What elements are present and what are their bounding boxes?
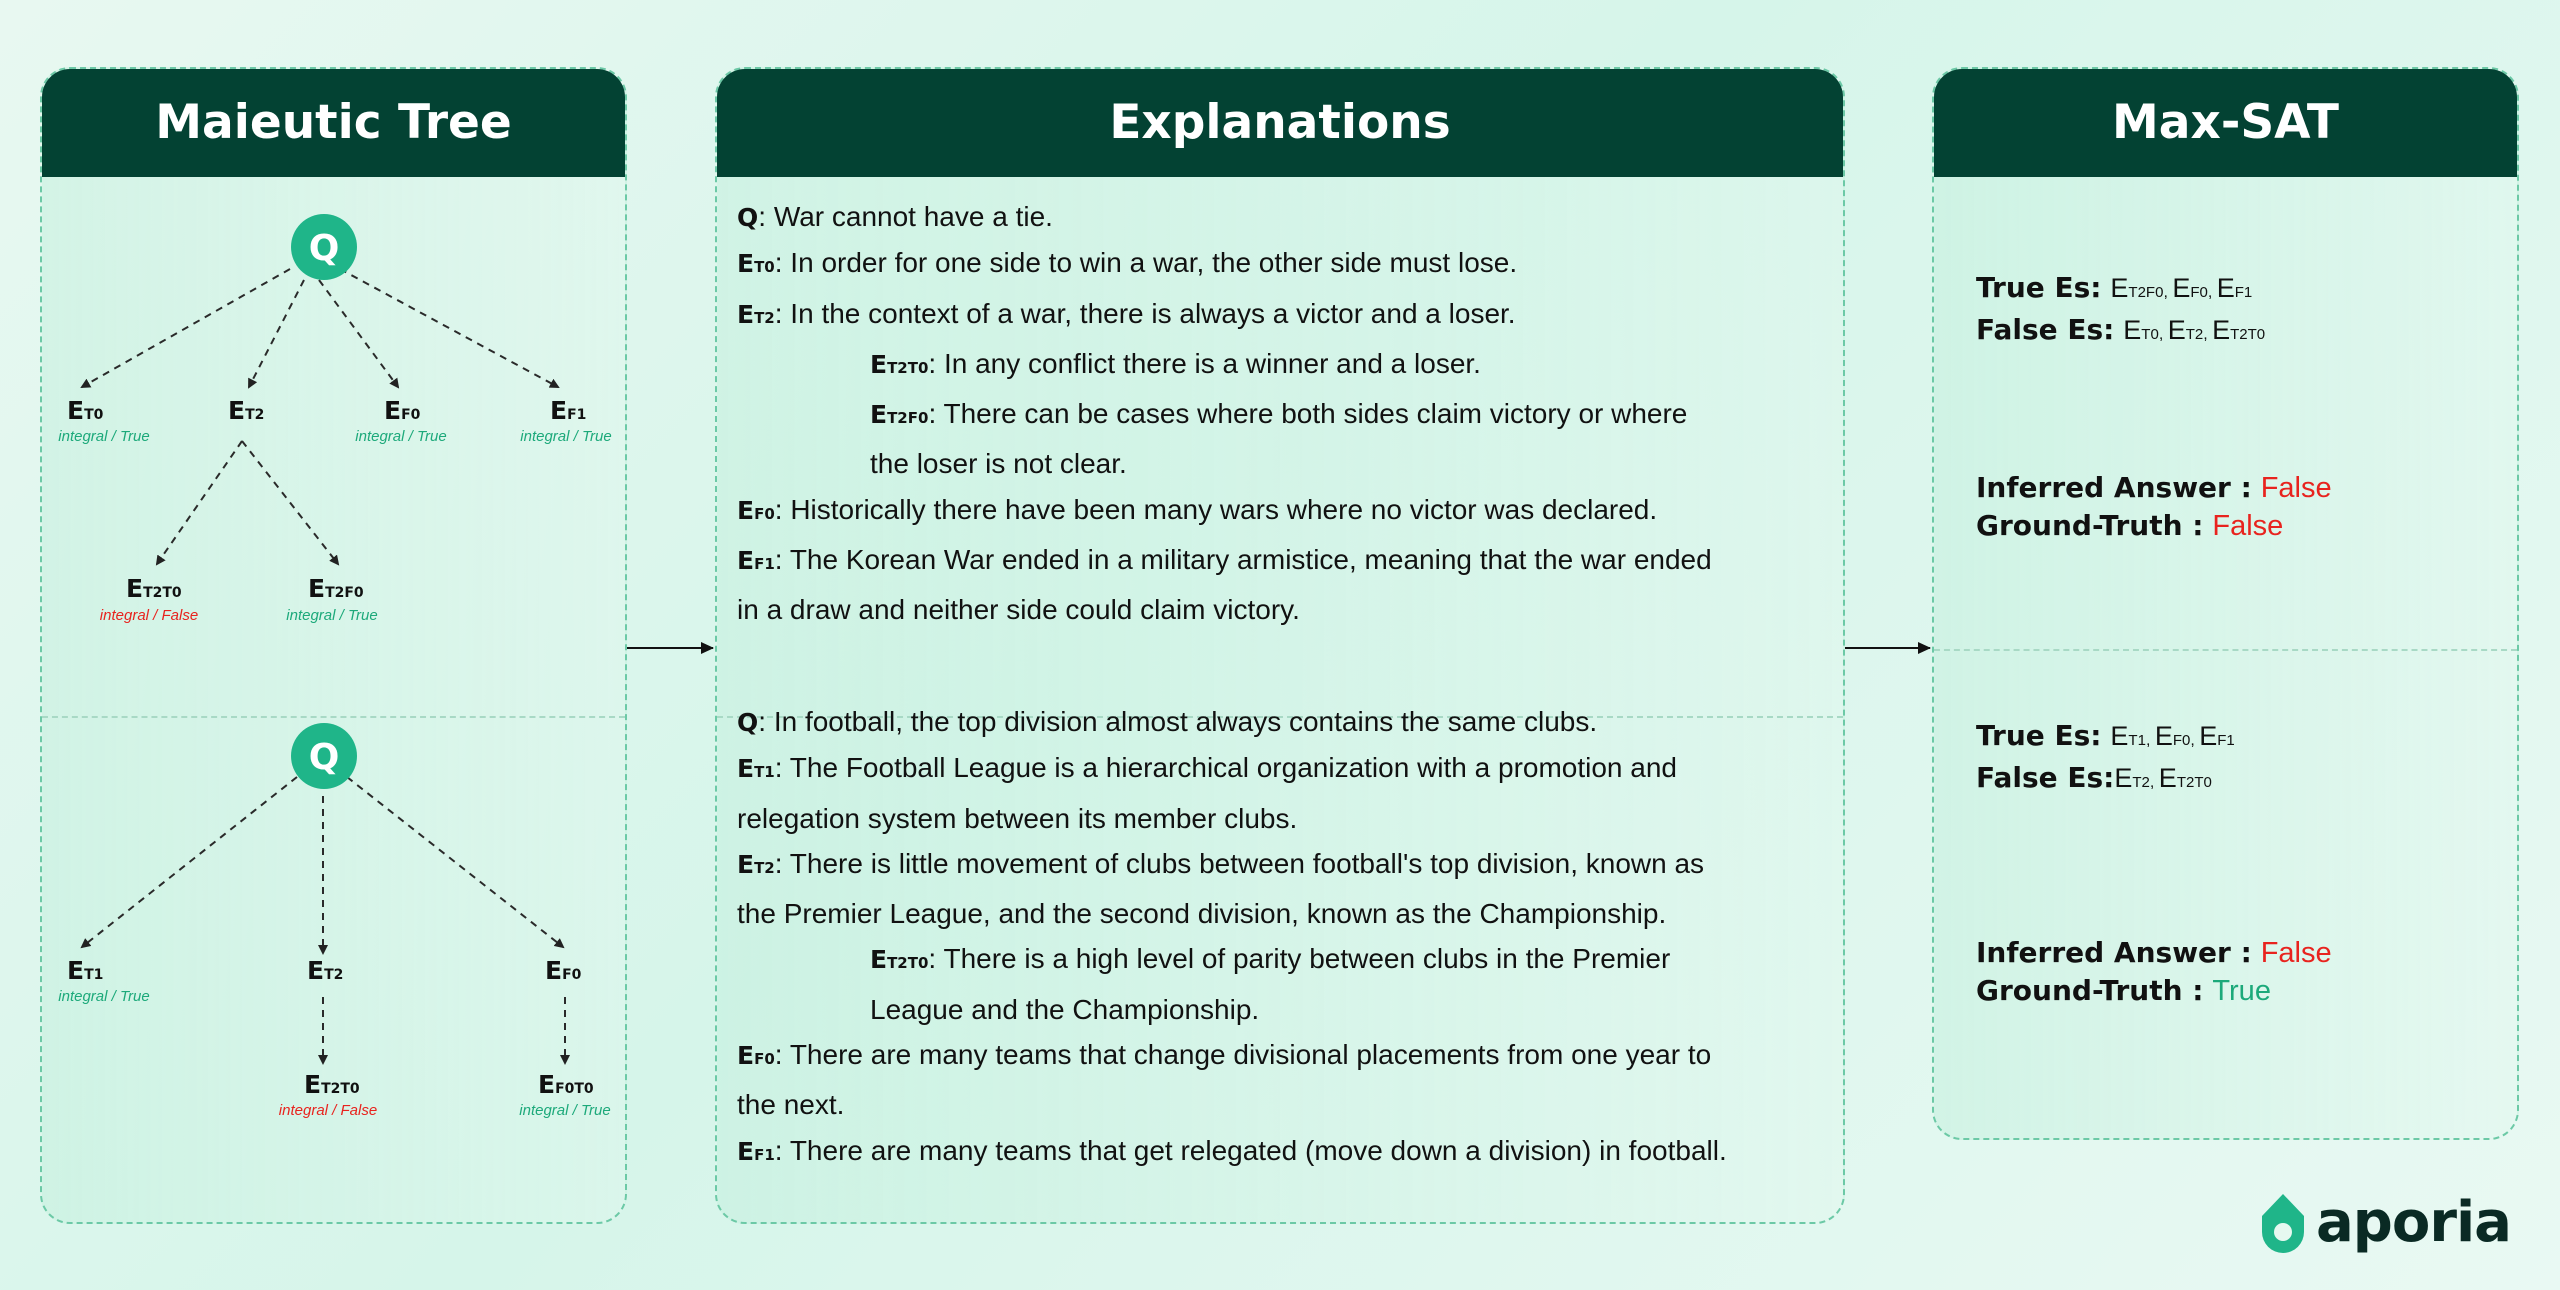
explanation-text: relegation system between its member clubs. (737, 802, 1298, 834)
maxsat-bottom-answer (1976, 934, 2332, 1010)
explanation-line (737, 1032, 1727, 1082)
true-es-label: True Es: (1976, 719, 2102, 752)
es-item: ET1 (2110, 721, 2146, 751)
maieutic-tree-title: Maieutic Tree (40, 67, 627, 177)
status-et2f0: integral / True (286, 607, 378, 624)
es-item: EF1 (2216, 273, 2253, 303)
ground-truth-value: True (2212, 975, 2271, 1007)
explanation-text: : In order for one side to win a war, the other side must lose. (774, 247, 1518, 279)
q-label: Q (308, 737, 340, 778)
explanation-text: : There can be cases where both sides claim victory or where (928, 398, 1688, 430)
false-es-label: False Es: (1976, 761, 2115, 794)
explanation-line (737, 1128, 1727, 1178)
explanation-text: in a draw and neither side could claim victory. (737, 594, 1300, 626)
status-ef0t0: integral / True (519, 1102, 611, 1119)
explanation-text: : There are many teams that get relegated (move down a division) in football. (774, 1134, 1727, 1166)
explanation-tag: ET2T0 (870, 945, 929, 975)
explanation-text: : There are many teams that change divisional placements from one year to (774, 1039, 1712, 1071)
inferred-answer-label: Inferred Answer : (1976, 936, 2252, 969)
explanations-panel (715, 67, 1845, 1224)
explanations-top-group (737, 194, 1712, 633)
node-et0: ET0 (67, 396, 104, 425)
explanation-text: : There is a high level of parity between clubs in the Premier (928, 943, 1671, 975)
maxsat-top-es (1976, 269, 2265, 353)
explanation-line (737, 1082, 1727, 1127)
explanation-text: : Historically there have been many wars where no victor was declared. (774, 493, 1658, 525)
explanation-line (737, 987, 1727, 1032)
es-item: ET0 (2123, 315, 2159, 345)
explanation-tag: ET0 (737, 249, 775, 279)
explanation-tag: ET2 (737, 299, 775, 329)
true-es-list: ET2F0, EF0, EF1 (2110, 273, 2253, 303)
es-item: ET2T0 (2158, 763, 2212, 793)
explanation-text: : In football, the top division almost always contains the same clubs. (758, 706, 1598, 737)
explanations-title: Explanations (715, 67, 1845, 177)
node-ef0: EF0 (384, 396, 421, 425)
explanation-line (737, 936, 1727, 986)
explanation-text: : The Korean War ended in a military armistice, meaning that the war ended (774, 544, 1712, 576)
explanation-line (737, 240, 1712, 290)
explanation-text: League and the Championship. (870, 993, 1260, 1025)
aporia-logo (2258, 1190, 2511, 1255)
explanation-tag: Q (737, 708, 759, 737)
status-et0: integral / True (58, 428, 150, 445)
explanation-tag: EF0 (737, 1041, 775, 1071)
explanation-line (737, 291, 1712, 341)
explanation-tag: EF0 (737, 495, 775, 525)
explanation-line (737, 194, 1712, 240)
status-et2t0: integral / False (99, 607, 199, 624)
explanation-line (737, 341, 1712, 391)
aporia-logo-icon (2258, 1192, 2308, 1254)
status-ef1: integral / True (520, 428, 612, 445)
explanation-tag: EF1 (737, 546, 775, 576)
node-ef0: EF0 (545, 956, 582, 985)
explanation-text: : There is little movement of clubs between football's top division, known as (774, 847, 1705, 879)
explanation-line (737, 537, 1712, 587)
explanation-text: the Premier League, and the second division, known as the Championship. (737, 898, 1667, 930)
node-et2t0: ET2T0 (126, 574, 182, 603)
es-item: EF0 (2154, 721, 2191, 751)
explanation-tag: ET1 (737, 754, 775, 784)
es-item: EF0 (2172, 273, 2208, 303)
node-et2: ET2 (228, 396, 265, 425)
es-item: ET2 (2114, 763, 2150, 793)
aporia-logo-text: aporia (2316, 1190, 2511, 1255)
explanation-line (737, 391, 1712, 441)
q-label: Q (308, 228, 340, 269)
explanation-line (737, 796, 1727, 841)
explanation-text: the loser is not clear. (870, 448, 1127, 480)
ground-truth-value: False (2212, 510, 2284, 542)
explanation-line (737, 745, 1727, 795)
explanation-tag: ET2F0 (870, 400, 929, 430)
es-item: ET2F0 (2110, 273, 2164, 303)
status-et2t0-bottom: integral / False (278, 1102, 378, 1119)
inferred-answer-label: Inferred Answer : (1976, 471, 2252, 504)
ground-truth-label: Ground-Truth : (1976, 509, 2204, 542)
true-es-list: ET1, EF0, EF1 (2110, 721, 2235, 751)
explanation-text: : In any conflict there is a winner and a loser. (928, 347, 1481, 379)
maxsat-panel (1932, 67, 2519, 1140)
false-es-list: ET0, ET2, ET2T0 (2123, 315, 2266, 345)
panel-divider (1934, 649, 2517, 651)
node-ef1: EF1 (550, 396, 587, 425)
explanation-tag: ET2T0 (870, 349, 929, 379)
false-es-label: False Es: (1976, 313, 2115, 346)
explanations-bottom-group (737, 699, 1727, 1178)
explanation-tag: Q (737, 203, 759, 232)
maxsat-top-answer (1976, 469, 2332, 545)
es-item: ET2 (2167, 315, 2204, 345)
explanation-line (737, 441, 1712, 486)
maxsat-bottom-es (1976, 717, 2235, 801)
node-et2: ET2 (307, 956, 344, 985)
es-item: ET2T0 (2212, 315, 2266, 345)
explanation-text: the next. (737, 1089, 845, 1121)
status-ef0: integral / True (355, 428, 447, 445)
maxsat-title: Max-SAT (1932, 67, 2519, 177)
es-item: EF1 (2199, 721, 2235, 751)
explanation-line (737, 699, 1727, 745)
node-ef0t0: EF0T0 (538, 1070, 594, 1099)
explanation-line (737, 587, 1712, 632)
explanation-tag: ET2 (737, 849, 775, 879)
node-et2f0: ET2F0 (308, 574, 364, 603)
inferred-answer-value: False (2260, 937, 2332, 969)
explanation-text: : The Football League is a hierarchical organization with a promotion and (774, 752, 1677, 784)
node-et1: ET1 (67, 956, 104, 985)
status-et1: integral / True (58, 988, 150, 1005)
node-et2t0: ET2T0 (304, 1070, 360, 1099)
explanation-line (737, 487, 1712, 537)
inferred-answer-value: False (2260, 472, 2332, 504)
explanation-tag: EF1 (737, 1136, 775, 1166)
ground-truth-label: Ground-Truth : (1976, 974, 2204, 1007)
explanation-text: : War cannot have a tie. (758, 201, 1053, 232)
explanation-line (737, 841, 1727, 891)
false-es-list: ET2, ET2T0 (2114, 763, 2212, 793)
explanation-text: : In the context of a war, there is always a victor and a loser. (774, 297, 1516, 329)
explanation-line (737, 891, 1727, 936)
true-es-label: True Es: (1976, 271, 2102, 304)
